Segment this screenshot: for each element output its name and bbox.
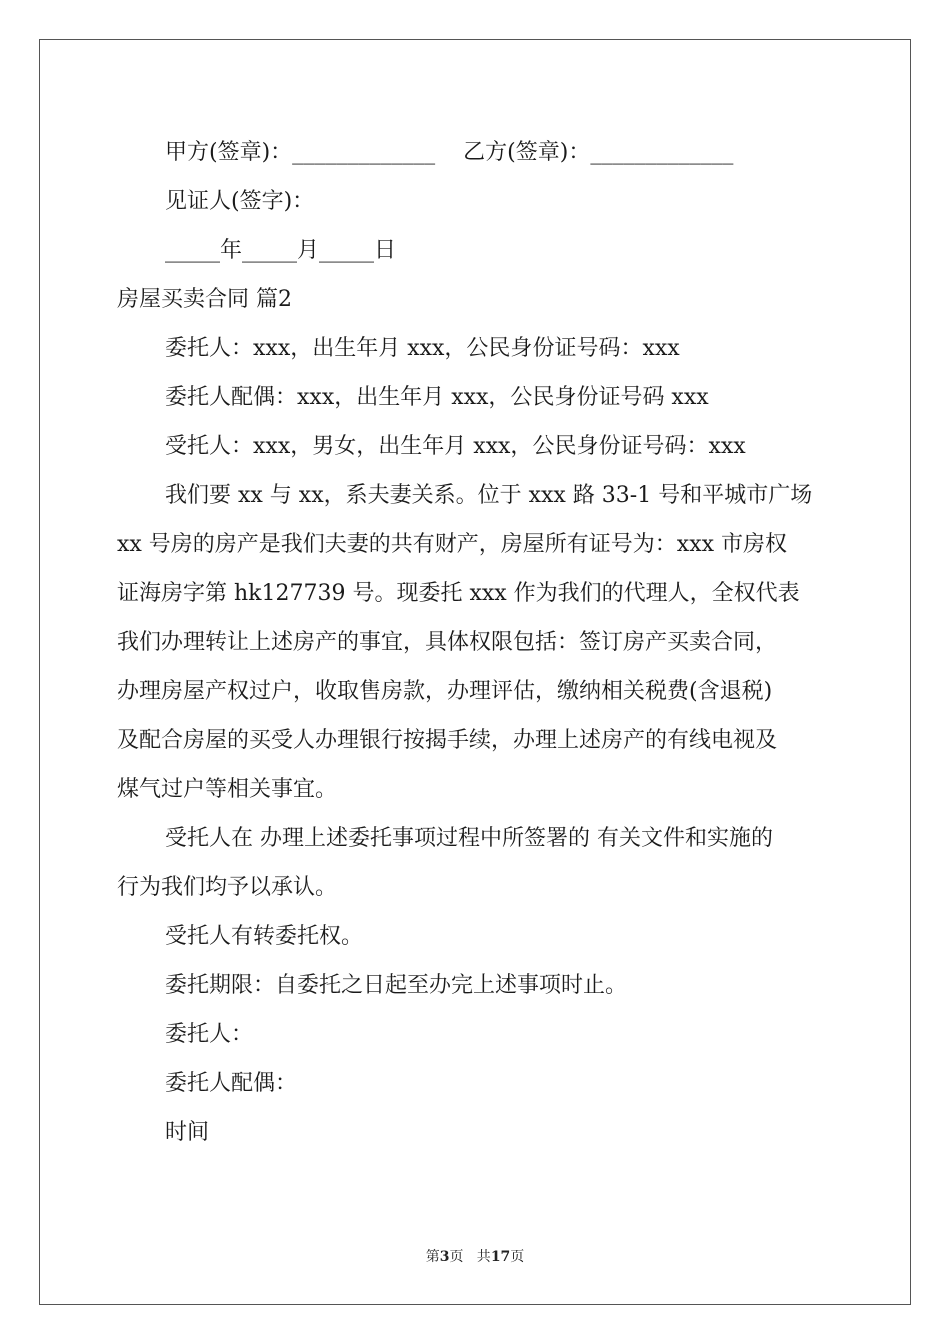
footer-page-post: 页 <box>510 1249 525 1265</box>
party-b-signature: 乙方(签章)：_____________ <box>463 140 734 165</box>
party-a-signature: 甲方(签章)：_____________ <box>165 140 436 165</box>
authorization-paragraph <box>117 471 833 814</box>
term-line: 委托期限：自委托之日起至办完上述事项时止。 <box>165 973 628 998</box>
agent-line: 受托人：xxx，男女，出生年月 xxx，公民身份证号码：xxx <box>165 434 746 459</box>
signature-date: _____年_____月_____日 <box>165 238 397 263</box>
paragraph-line: 我们办理转让上述房产的事宜，具体权限包括：签订房产买卖合同， <box>117 630 778 655</box>
section-heading: 房屋买卖合同 篇2 <box>117 287 292 312</box>
paragraph-line: xx 号房的房产是我们夫妻的共有财产，房屋所有证号为：xxx 市房权 <box>117 532 788 557</box>
paragraph-line: 煤气过户等相关事宜。 <box>117 777 338 802</box>
page-footer <box>0 1246 950 1266</box>
recognition-paragraph <box>117 814 833 912</box>
transfer-right-line: 受托人有转委托权。 <box>165 924 364 949</box>
paragraph-line: 我们要 xx 与 xx，系夫妻关系。位于 xxx 路 33-1 号和平城市广场 <box>165 483 813 508</box>
witness-signature: 见证人(签字)： <box>165 189 315 214</box>
footer-page-pre: 第 <box>425 1249 440 1265</box>
principal-line: 委托人：xxx，出生年月 xxx，公民身份证号码：xxx <box>165 336 680 361</box>
paragraph-line: 受托人在 办理上述委托事项过程中所签署的 有关文件和实施的 <box>165 826 773 851</box>
signature-time: 时间 <box>165 1120 210 1145</box>
footer-page-mid: 页 共 <box>449 1249 491 1265</box>
paragraph-line: 及配合房屋的买受人办理银行按揭手续，办理上述房产的有线电视及 <box>117 728 778 753</box>
paragraph-line: 证海房字第 hk127739 号。现委托 xxx 作为我们的代理人，全权代表 <box>117 581 800 606</box>
paragraph-line: 办理房屋产权过户，收取售房款，办理评估，缴纳相关税费(含退税) <box>117 679 773 704</box>
document-body <box>117 128 833 1157</box>
spouse-signature: 委托人配偶： <box>165 1071 298 1096</box>
paragraph-line: 行为我们均予以承认。 <box>117 875 338 900</box>
footer-page-total: 17 <box>490 1249 511 1265</box>
signature-parties-row <box>117 128 833 177</box>
spouse-line: 委托人配偶：xxx，出生年月 xxx，公民身份证号码 xxx <box>165 385 709 410</box>
principal-signature: 委托人： <box>165 1022 254 1047</box>
footer-page-current: 3 <box>439 1249 450 1265</box>
